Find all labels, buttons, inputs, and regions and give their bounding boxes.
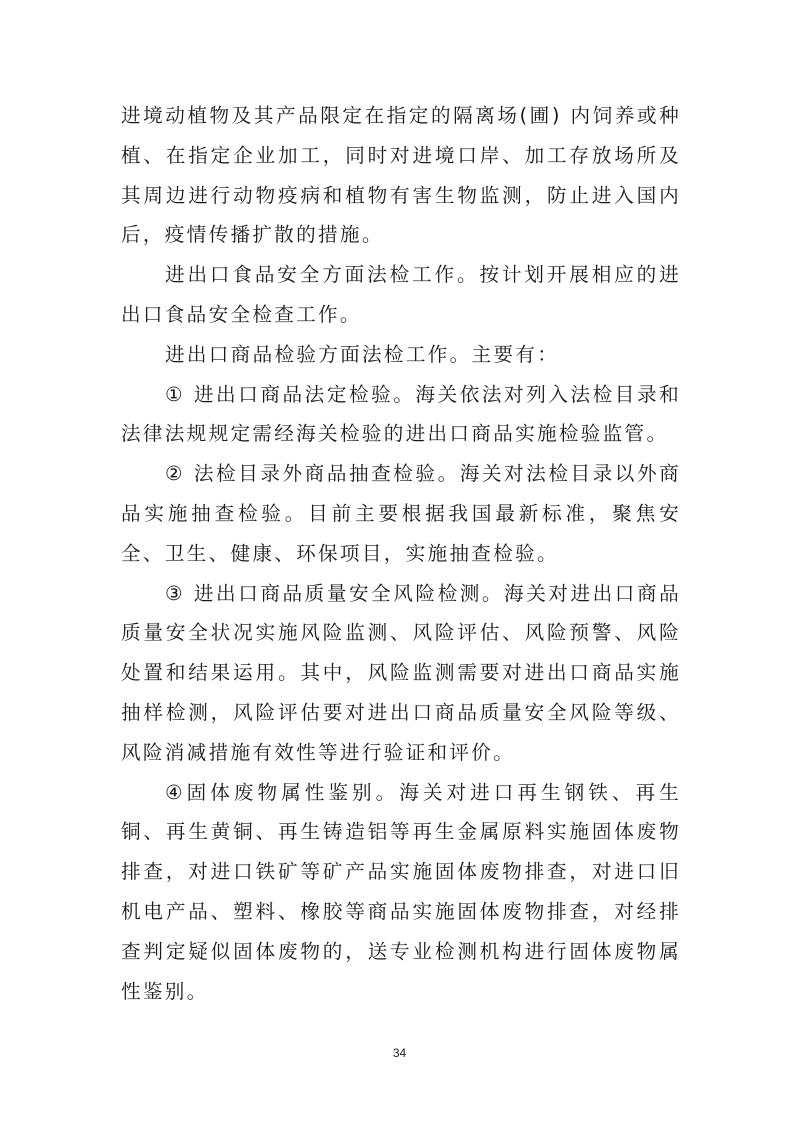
list-item-solid-waste: ④固体废物属性鉴别。海关对进口再生钢铁、再生铜、再生黄铜、再生铸造铝等再生金属原料实施固体废物排查，对进口铁矿等矿产品实施固体废物排查，对进口旧机电产品、塑料、橡胶等商品实施固体废物排查，对经排查判定疑似固体废物的，送专业检测机构进行固体废物属性鉴别。 [121,780,681,1003]
paragraph-quarantine-measures: 进境动植物及其产品限定在指定的隔离场(圃) 内饲养或种植、在指定企业加工，同时对进境口岸、加工存放场所及其周边进行动物疫病和植物有害生物监测，防止进入国内后，疫情传播扩散的措施。 [121,104,681,247]
paragraph-food-safety: 进出口食品安全方面法检工作。按计划开展相应的进出口食品安全检查工作。 [121,263,681,326]
list-item-risk-monitoring: ③ 进出口商品质量安全风险检测。海关对进出口商品质量安全状况实施风险监测、风险评估、风险预警、风险处置和结果运用。其中，风险监测需要对进出口商品实施抽样检测，风险评估要对进出口商品质量安全风险等级、风险消减措施有效性等进行验证和评价。 [121,581,681,764]
paragraph-commodity-inspection: 进出口商品检验方面法检工作。主要有： [165,342,560,366]
list-item-statutory-inspection: ① 进出口商品法定检验。海关依法对列入法检目录和法律法规规定需经海关检验的进出口商品实施检验监管。 [121,382,681,446]
body-text [121,96,681,1011]
list-item-spot-check: ② 法检目录外商品抽查检验。海关对法检目录以外商品实施抽查检验。目前主要根据我国最新标准，聚焦安全、卫生、健康、环保项目，实施抽查检验。 [121,462,681,565]
page-number: 34 [392,1046,407,1060]
